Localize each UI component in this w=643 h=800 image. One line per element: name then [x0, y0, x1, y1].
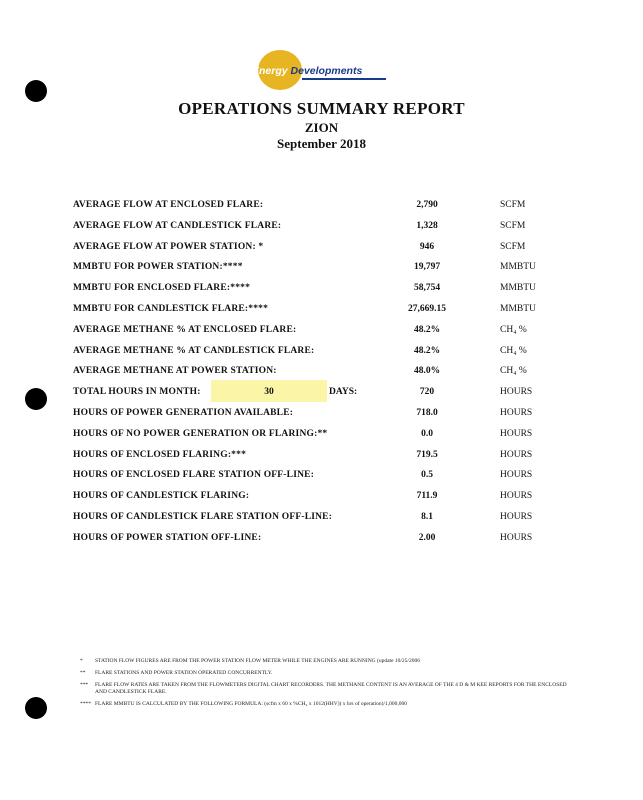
row-label: HOURS OF POWER STATION OFF-LINE: — [73, 532, 262, 543]
footnote-mark: **** — [80, 701, 91, 707]
row-unit: MMBTU — [500, 262, 536, 273]
table-row — [0, 261, 643, 281]
logo-underline — [302, 78, 386, 80]
row-value: 48.2% — [413, 324, 441, 335]
table-row — [0, 324, 643, 344]
row-label: AVERAGE FLOW AT POWER STATION: * — [73, 241, 264, 252]
row-unit: HOURS — [500, 512, 533, 522]
row-value: 8.1 — [421, 512, 433, 522]
table-row — [0, 282, 643, 302]
row-unit: HOURS — [500, 408, 533, 418]
row-unit: HOURS — [500, 428, 533, 439]
table-row — [0, 428, 643, 448]
days-in-month-value: 30 — [264, 387, 274, 397]
row-label: HOURS OF CANDLESTICK FLARING: — [73, 491, 250, 502]
footnote — [80, 670, 570, 677]
row-label: HOURS OF POWER GENERATION AVAILABLE: — [73, 408, 294, 418]
table-row — [0, 365, 643, 385]
energy-developments-logo — [252, 50, 392, 90]
row-label: HOURS OF NO POWER GENERATION OR FLARING:** — [73, 428, 328, 439]
table-row — [0, 345, 643, 365]
table-row — [0, 220, 643, 240]
row-label: AVERAGE METHANE % AT CANDLESTICK FLARE: — [73, 345, 315, 356]
site-name: ZION — [304, 120, 339, 135]
row-label: AVERAGE METHANE AT POWER STATION: — [73, 366, 277, 377]
row-value: 719.5 — [416, 449, 438, 460]
row-label: MMBTU FOR POWER STATION:**** — [73, 262, 243, 273]
row-unit: CH₄ % — [500, 345, 527, 356]
row-unit: HOURS — [500, 491, 533, 502]
row-value: 0.0 — [421, 428, 433, 439]
row-value: 48.2% — [413, 345, 441, 356]
row-unit: SCFM — [500, 200, 526, 210]
row-value: 27,669.15 — [408, 304, 446, 314]
row-unit: CH₄ % — [500, 366, 527, 377]
footnote — [80, 658, 570, 665]
row-label: MMBTU FOR CANDLESTICK FLARE:**** — [73, 304, 269, 314]
row-label: AVERAGE FLOW AT ENCLOSED FLARE: — [73, 200, 264, 210]
row-value: 711.9 — [416, 491, 438, 502]
days-label: DAYS: — [329, 387, 358, 397]
row-unit: SCFM — [500, 220, 526, 231]
row-unit: HOURS — [500, 387, 533, 398]
footnote-mark: * — [80, 658, 83, 664]
report-title: OPERATIONS SUMMARY REPORT — [178, 99, 465, 118]
row-label: MMBTU FOR ENCLOSED FLARE:**** — [73, 283, 251, 294]
row-unit: HOURS — [500, 470, 533, 481]
row-label: AVERAGE FLOW AT CANDLESTICK FLARE: — [73, 220, 282, 231]
table-row — [0, 511, 643, 531]
row-label: HOURS OF ENCLOSED FLARING:*** — [73, 449, 247, 460]
logo-word-energy: Energy — [252, 65, 288, 77]
row-label: TOTAL HOURS IN MONTH: — [73, 387, 201, 398]
table-row — [0, 449, 643, 469]
row-value: 48.0% — [413, 366, 441, 377]
row-label: AVERAGE METHANE % AT ENCLOSED FLARE: — [73, 324, 297, 335]
row-unit: CH₄ % — [500, 324, 527, 335]
row-unit: SCFM — [500, 241, 526, 252]
punch-hole-bottom — [25, 697, 47, 719]
table-row — [0, 386, 643, 406]
row-label: HOURS OF ENCLOSED FLARE STATION OFF-LINE: — [73, 470, 315, 481]
footnote-text: FLARE MMBTU IS CALCULATED BY THE FOLLOWING FORMULA: (scfm x 60 x %CH₄ x 1012(HHV)) x hrs of operation)/1,000,000 — [95, 701, 408, 707]
row-label: HOURS OF CANDLESTICK FLARE STATION OFF-LINE: — [73, 512, 333, 522]
table-row — [0, 407, 643, 427]
row-value: 0.5 — [421, 470, 433, 481]
footnotes — [80, 658, 570, 713]
footnote-text: FLARE FLOW RATES ARE TAKEN FROM THE FLOWMETERS DIGITAL CHART RECORDERS. THE METHANE CONTENT IS AN AVERAGE OF THE 4 D & M KEE REPORTS FOR THE ENCLOSED AND CANDLESTICK FLARE. — [95, 682, 567, 695]
table-row — [0, 241, 643, 261]
row-value: 1,328 — [416, 220, 438, 231]
row-unit: MMBTU — [500, 304, 536, 314]
footnote-mark: ** — [80, 670, 86, 676]
table-row — [0, 532, 643, 552]
logo-wordmark — [252, 65, 362, 77]
row-value: 720 — [419, 387, 435, 398]
table-row — [0, 303, 643, 323]
footnote — [80, 682, 570, 696]
row-value: 19,797 — [413, 262, 441, 273]
footnote — [80, 701, 570, 708]
row-unit: HOURS — [500, 532, 533, 543]
row-unit: HOURS — [500, 449, 533, 460]
row-value: 58,754 — [413, 283, 441, 294]
footnote-text: STATION FLOW FIGURES ARE FROM THE POWER STATION FLOW METER WHILE THE ENGINES ARE RUNNING (update 10/25/2006 — [95, 658, 420, 664]
row-value: 2,790 — [416, 200, 438, 210]
table-row — [0, 199, 643, 219]
table-row — [0, 469, 643, 489]
footnote-text: FLARE STATIONS AND POWER STATION OPERATED CONCURRENTLY. — [95, 670, 273, 676]
logo-word-developments: Developments — [290, 65, 363, 77]
row-unit: MMBTU — [500, 283, 536, 294]
table-row — [0, 490, 643, 510]
footnote-mark: *** — [80, 682, 89, 688]
row-value: 946 — [419, 241, 435, 252]
row-value: 2.00 — [418, 532, 436, 543]
row-value: 718.0 — [416, 408, 438, 418]
report-period: September 2018 — [277, 136, 366, 151]
